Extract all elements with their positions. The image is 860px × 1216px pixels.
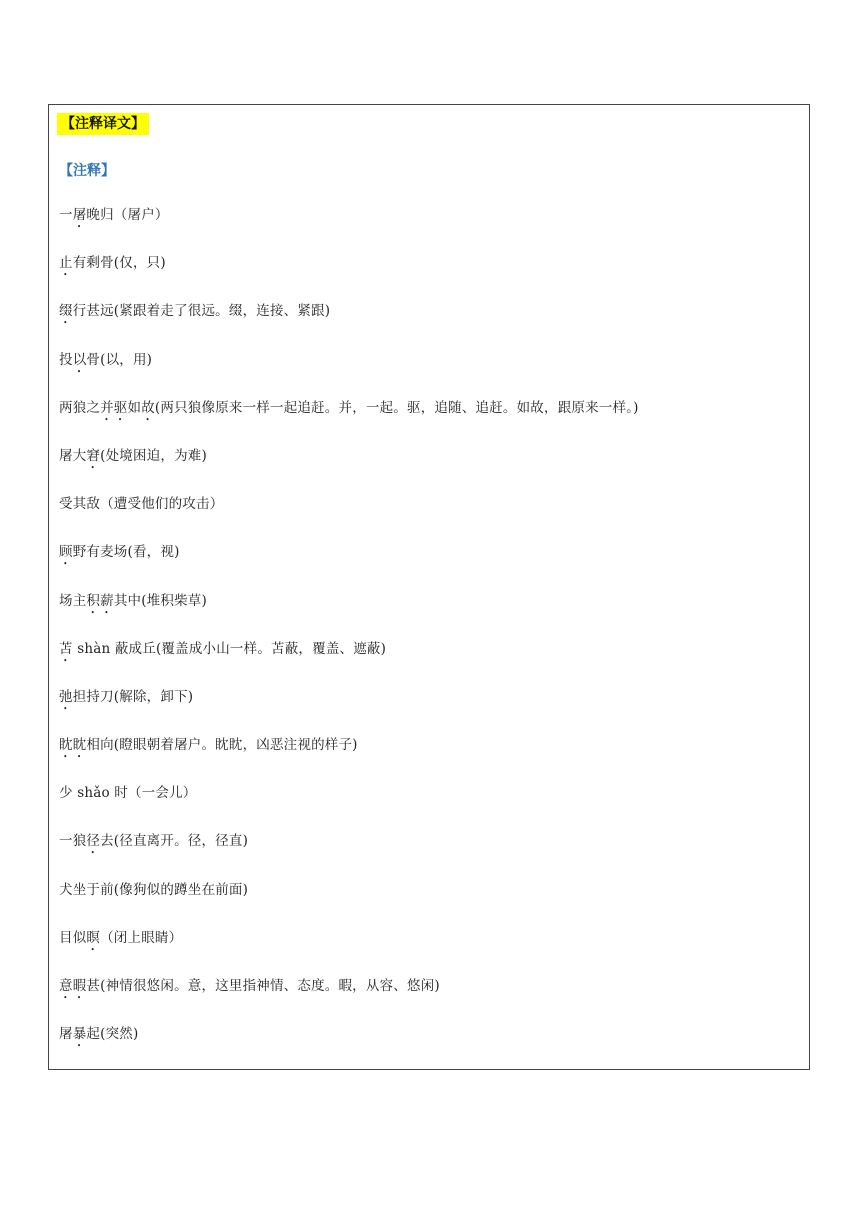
emphasized-term: 瞑 xyxy=(86,929,101,946)
emphasized-term: 止 xyxy=(59,255,73,272)
note-line xyxy=(59,640,799,688)
emphasized-term: 意 xyxy=(59,978,73,994)
note-line xyxy=(59,929,799,977)
note-text: 受其敌（遭受他们的攻击） xyxy=(59,496,224,513)
emphasized-term: 积薪 xyxy=(86,592,114,609)
note-text: 野有麦场(看，视) xyxy=(72,544,180,561)
note-line xyxy=(59,736,799,784)
note-text: 骨(以，用) xyxy=(86,351,153,368)
notes-list xyxy=(59,206,799,1073)
emphasized-term: 窘 xyxy=(86,447,101,464)
note-line xyxy=(59,592,799,640)
emphasized-term: 径 xyxy=(86,833,101,850)
emphasized-term: 暴 xyxy=(72,1026,87,1043)
note-text: 相向(瞪眼朝着屠户。眈眈，凶恶注视的样子) xyxy=(86,737,358,754)
section-title-highlight: 【注释译文】 xyxy=(57,113,149,135)
note-line xyxy=(59,495,799,543)
note-text: 一 xyxy=(59,207,73,223)
note-text: 两狼之 xyxy=(59,399,101,416)
note-text: 有剩骨(仅，只) xyxy=(72,255,166,272)
emphasized-term: 缀 xyxy=(59,303,73,320)
note-line xyxy=(59,543,799,591)
note-text: (处境困迫，为难) xyxy=(100,447,207,464)
note-line xyxy=(59,688,799,736)
emphasized-term: 顾 xyxy=(59,544,73,561)
note-line xyxy=(59,399,799,447)
emphasized-term: 并驱 xyxy=(100,399,128,416)
note-text: 去(径直离开。径，径直) xyxy=(100,833,249,850)
note-text: 晚归（屠户） xyxy=(86,207,169,223)
note-line xyxy=(59,832,799,880)
note-text: 甚(神情很悠闲。意，这里指神情、态度。暇，从容、悠闲) xyxy=(86,978,440,994)
note-text: 起(突然) xyxy=(86,1026,139,1043)
note-line xyxy=(59,881,799,929)
emphasized-term: 以 xyxy=(72,351,87,368)
notes-subheading: 【注释】 xyxy=(59,163,115,179)
note-line xyxy=(59,1025,799,1073)
note-line xyxy=(59,254,799,302)
note-text: 其中(堆积柴草) xyxy=(113,592,207,609)
emphasized-term: 弛 xyxy=(59,688,73,705)
note-text: 行甚远(紧跟着走了很远。缀，连接、紧跟) xyxy=(72,303,331,320)
note-line xyxy=(59,351,799,399)
note-text: 一狼 xyxy=(59,833,87,850)
annotation-box xyxy=(48,104,810,1070)
note-line xyxy=(59,784,799,832)
emphasized-term: 苫 xyxy=(59,640,73,657)
emphasized-term: 故 xyxy=(141,399,155,416)
note-text: 犬坐于前(像狗似的蹲坐在前面) xyxy=(59,881,249,898)
note-text: 屠 xyxy=(59,1026,73,1043)
note-text: 担持刀(解除，卸下) xyxy=(72,688,194,705)
note-text: 如 xyxy=(127,399,142,416)
emphasized-term: 暇 xyxy=(72,978,87,994)
note-text: 屠大 xyxy=(59,447,87,464)
note-text: (两只狼像原来一样一起追赶。并，一起。驱，追随、追赶。如故，跟原来一样。) xyxy=(154,399,639,416)
note-text: shàn 蔽成丘(覆盖成小山一样。苫蔽，覆盖、遮蔽) xyxy=(72,640,387,657)
note-text: 场主 xyxy=(59,592,87,609)
note-line xyxy=(59,447,799,495)
note-text: 目似 xyxy=(59,929,87,946)
note-line xyxy=(59,302,799,350)
note-text: （闭上眼睛） xyxy=(100,929,183,946)
note-text: 少 shǎo 时（一会儿） xyxy=(59,785,197,802)
emphasized-term: 屠 xyxy=(72,207,87,223)
note-text: 投 xyxy=(59,351,73,368)
note-line xyxy=(59,206,799,254)
note-line xyxy=(59,977,799,1025)
emphasized-term: 眈眈 xyxy=(59,737,87,754)
